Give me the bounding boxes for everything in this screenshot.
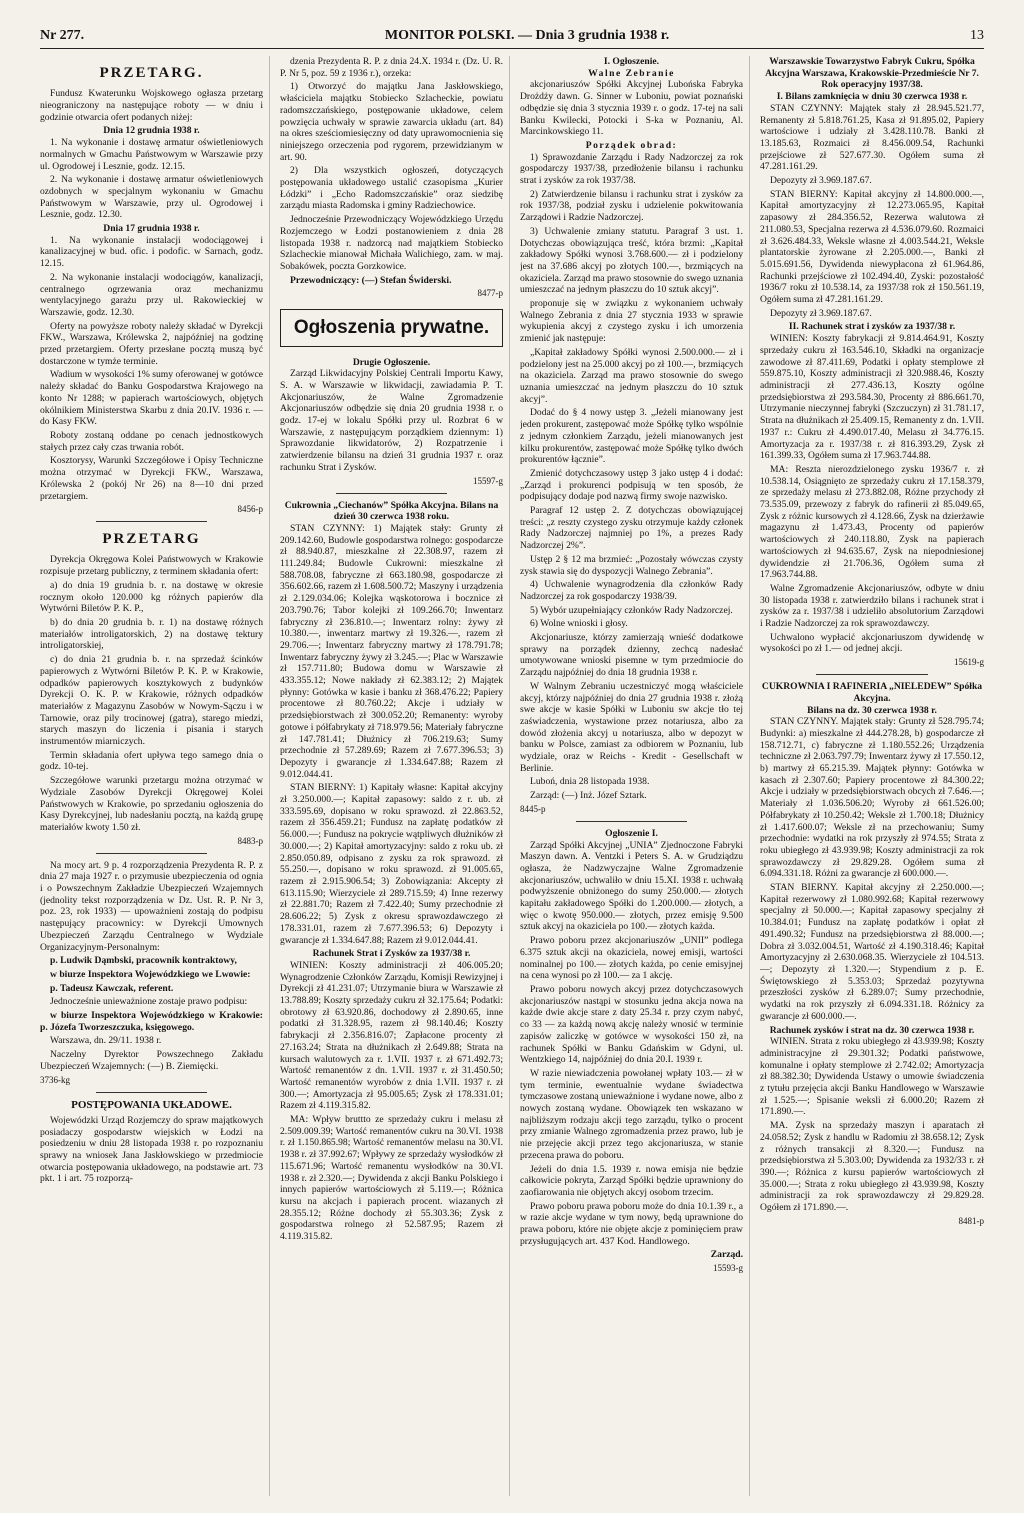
- paragraph: 2. Na wykonanie i dostawę armatur oświetleniowych ozdobnych w specjalnym wykonaniu w Gmachu Państwowym w Warszawie, przy ul. Ogrodowej i Lesznie, godz. 12.30.: [40, 174, 263, 221]
- paragraph: Wojewódzki Urząd Rozjemczy do spraw majątkowych posiadaczy gospodarstw wiejskich w Łodzi na posiedzeniu w dniu 28 listopada 1938 r. po rozpoznaniu sprawy na wniosek Jana Jaskłowskiego w przedmiocie otwarcia postępowania układowego, na podstawie art. 73 pkt. 1 i art. 75 rozporzą-: [40, 1114, 263, 1185]
- reference-number: 3736-kg: [40, 1074, 70, 1085]
- paragraph: W razie niewiadczenia powołanej wpłaty 103.— zł w tym terminie, ewentualnie wydane świadectwa tymczasowe zostaną unieważnione i wydane nowe, albo z nowych zostaną wydane. Obowiązek ten wskazano w najbliższym rodzaju akcji tego zarządu, tylko o procent przy zmianie Walnego zgromadzenia przez prawo, lub je nie przejęcie akcji przez tego akcjonariusza, w stanie przecena prawa do poboru.: [520, 1067, 743, 1161]
- notice-heading: Rachunek zysków i strat na dz. 30 czerwca 1938 r.: [769, 1024, 975, 1036]
- paragraph: MA: Reszta nierozdzielonego zysku 1936/7 r. zł 10.538.14, Osiągnięto ze sprzedaży cukru zł 17.158.379, ze sprzedaży melasu zł 273.882.08, Różne przychody zł 73.535.09, przewozy z fabryk do rafinerii zł 85.049.65, Zysk z różnic kursowych zł 4.128.66, Zysk na dzierżawie magazynu zł 1.473.43, Procenty od papierów wartościowych zł 240.118.80, Zysk na papierach wartościowych zł 94.635.67, Zysk na niepodniesionej dywidendzie zł 21.706.36, Ogółem suma zł 17.963.744.88.: [760, 463, 984, 581]
- reference-number: 8481-p: [958, 1215, 984, 1226]
- notice-heading: I. Ogłoszenie.: [603, 56, 660, 67]
- paragraph: Termin składania ofert upływa tego samego dnia o godz. 10-tej.: [40, 749, 263, 773]
- paragraph: Uchwalono wypłacić akcjonariuszom dywidendę w wysokości po zł 1.— od jednej akcji.: [760, 631, 984, 655]
- paragraph: dzenia Prezydenta R. P. z dnia 24.X. 1934 r. (Dz. U. R. P. Nr 5, poz. 59 z 1936 r.), orzeka:: [280, 56, 503, 79]
- paragraph: 5) Wybór uzupełniający członków Rady Nadzorczej.: [530, 604, 733, 616]
- reference-number: 8483-p: [237, 835, 263, 846]
- paragraph: w biurze Inspektora Wojewódzkiego w Krakowie: p. Józefa Tworzeszczuka, księgowego.: [40, 1010, 263, 1033]
- paragraph: 2) Dla wszystkich ogłoszeń, dotyczących postępowania układowego ustalić czasopisma „Kurier Łódzki” i „Echo Radomszczańskie” oraz siedzibę zarządu miasta Radomska i gminy Radziechowice.: [280, 165, 503, 212]
- signature: Naczelny Dyrektor Powszechnego Zakładu Ubezpieczeń Wzajemnych: (—) B. Ziemięcki.: [40, 1049, 263, 1072]
- header-rule: [40, 48, 984, 49]
- paragraph: Luboń, dnia 28 listopada 1938.: [530, 776, 650, 788]
- notice-heading: Bilans na dz. 30 czerwca 1938 r.: [807, 704, 937, 716]
- paragraph: 2) Zatwierdzenie bilansu i rachunku strat i zysków za rok 1937/38, podział zysku i udzielenie pokwitowania Zarządowi i Radzie Nadzorczej.: [520, 188, 743, 224]
- paragraph: STAN CZYNNY. Majątek stały: Grunty zł 528.795.74; Budynki: a) mieszkalne zł 444.278.28, b) gospodarcze zł 158.712.71, c) fabryczne zł 1.180.552.26; Urządzenia techniczne zł 2.063.797.79; Inwentarz żywy zł 17.550.12, b) martwy zł 65.215.39. Majątek płynny: Gotówka w kasach zł 2.307.60; Papiery procentowe zł 84.300.22; Akcje i udziały w przedsiębiorstwach obcych zł 7.646.—; Materiały zł 1.036.506.20; Wyroby zł 661.526.00; Półfabrykaty zł 10.250.42; Weksle zł 1.700.18; Dłużnicy zł 1.417.600.07; Weksle zł na przechowaniu; Sumy przechodnie: wydatki na rok przyszły zł 974.55; Strata z roku ubiegłego zł 43.939.98; Koszty administracji za rok sprawozdawczy zł 29.829.28. Ogółem suma zł 6.094.331.18. Różni za gwarancje zł 600.000.—.: [760, 716, 984, 880]
- paragraph: W Walnym Zebraniu uczestniczyć mogą właściciele akcyj, którzy najpóźniej do dnia 27 grudnia 1938 r. złożą swe akcje w kasie Spółki w Luboniu sw akcje tło tej zaświadczenia, wystawione przez notariusza, albo za dowód złożenia akcyj u notariusza, albo w depozyt w banku w Polsce, zamiast za odbiorem w Poznaniu, lub wydziale, oraz w Reichs - Kredit - Gesellschaft w Berlinie.: [520, 680, 743, 774]
- paragraph: STAN BIERNY: 1) Kapitały własne: Kapitał akcyjny zł 3.250.000.—; Kapitał zapasowy: saldo z r. ub. zł 333.595.69, dopisano w roku sprawozd. zł 22.863.52, razem zł 356.459.21; Fundusz na zapłatę podatków zł 56.000.—; Fundusz na pokrycie wątpliwych dłużników zł 30.000.—; 2) Kapitał amortyzacyjny: saldo z roku ub. zł 2.850.050.89, odpisano z zysku za rok sprawozd. zł 55.250.—, dopisano w roku sprawozd. zł 91.005.65, razem zł 2.915.906.54; 3) Zobowiązania: Akcepty zł 613.115.90; Wierzyciele zł 289.715.59; 4) Inne rezerwy zł 22.881.70; Razem zł 7.422.40; Sumy przechodnie zł 28.606.22; 5) Zysk z okresu sprawozdawczego zł 178.331.01, razem zł 7.677.396.53; 6) Depozyty i gwarancje zł 1.334.647.88; Razem zł 9.012.044.41.: [280, 782, 503, 946]
- notice-heading: Ogłoszenie I.: [605, 827, 658, 839]
- paragraph: 1) Otworzyć do majątku Jana Jaskłowskiego, właściciela majątku Stobiecko Szlacheckie, powiatu radomszczańskiego, postępowanie układowe, celem powzięcia uchwały w sprawie zawarcia układu (art. 84) na okres sześciomiesięczny od daty uprawomocnienia się niniejszego orzeczenia pod rygorem, przewidzianym w art. 90.: [280, 81, 503, 163]
- paragraph: 6) Wolne wnioski i głosy.: [530, 618, 628, 630]
- date-heading: Dnia 12 grudnia 1938 r.: [103, 125, 200, 137]
- paragraph: Jeżeli do dnia 1.5. 1939 r. nowa emisja nie będzie całkowicie pokryta, Zarząd Spółki będzie uprawniony do zaofiarowania nie objętych akcyj osobom trzecim.: [520, 1163, 743, 1198]
- issue-number: Nr 277.: [40, 28, 85, 43]
- notice-heading: Warszawskie Towarzystwo Fabryk Cukru, Spółka Akcyjna Warszawa, Krakowskie-Przedmieście Nr 7. Rok operacyjny 1937/38.: [765, 56, 979, 91]
- reference-number: 15619-g: [954, 657, 984, 668]
- column-1: [40, 56, 270, 1496]
- paragraph: a) do dnia 19 grudnia b. r. na dostawę w okresie rocznym około 120.000 kg różnych papierów dla Wytwórni Biletów P. K. P.,: [40, 579, 263, 615]
- paragraph: Dyrekcja Okręgowa Kolei Państwowych w Krakowie rozpisuje przetarg publiczny, z terminem składania ofert:: [40, 554, 263, 578]
- paragraph: Wadium w wysokości 1% sumy oferowanej w gotówce należy składać do Banku Gospodarstwa Krajowego na konto Nr 1288; w papierach wartościowych, objętych okólnikiem Ministerstwa Skarbu z dnia 20.IV. 1936 r. — do Kasy FKW.: [40, 369, 263, 428]
- paragraph: proponuje się w związku z wykonaniem uchwały Walnego Zebrania z dnia 27 stycznia 1933 w sprawie wykupienia akcyj z czystego zysku i ich umorzenia zmienić jak następuje:: [520, 298, 743, 345]
- paragraph: Walne Zgromadzenie Akcjonariuszów, odbyte w dniu 30 listopada 1938 r. zatwierdziło bilans i rachunek strat i zysków za r. 1937/38 i udzieliło absolutorium Zarządowi i Radzie Nadzorczej za rok sprawozdawczy.: [760, 582, 984, 630]
- paragraph: MA: Wpływ bruttto ze sprzedaży cukru i melasu zł 2.509.009.39; Wartość remanentów cukru na 30.VI. 1938 r. zł 1.150.865.98; Wartość remanentów melasu na 30.VI. 1938 r. zł 37.992.67; Wpływy ze sprzedaży wysłodków zł 115.671.96; Wartość remanentu wysłodków na 30.VI. 1938 r. zł 2.320.—; Dywidenda z akcji Banku Polskiego i innych papierów wartościowych zł 5.119.—; Różnica kursu na akcjach i papierach procent. wiazanych zł 28.355.12; Różne dochody zł 55.303.36; Zysk z gospodarstwa rolnego zł 52.587.95; Razem zł 4.119.315.82.: [280, 1114, 503, 1243]
- date-heading: Dnia 17 grudnia 1938 r.: [103, 223, 200, 235]
- paragraph: p. Ludwik Dąmbski, pracownik kontraktowy,: [50, 955, 237, 967]
- paragraph: Prawo poboru prawa poboru może do dnia 10.1.39 r., a w razie akcje wydane w tym nowy, będą uprawnione do prawa poboru, które nie objęte akcje z pominięciem praw przysługujących art. 437 Kod. Handlowego.: [520, 1200, 743, 1247]
- paragraph: STAN CZYNNY: Majątek stały zł 28.945.521.77, Remanenty zł 5.818.761.25, Kasa zł 91.895.02, Papiery wartościowe i udziały zł 3.428.110.78. Banki zł 13.185.63, Rozmaici zł 8.456.009.54, Rachunki przejściowe zł 527.677.30. Ogółem suma zł 47.281.161.29.: [760, 102, 984, 173]
- paragraph: WINIEN: Koszty fabrykacji zł 9.814.464.91, Koszty sprzedaży cukru zł 163.546.10, Składki na organizacje zawodowe zł 87.411.69, Podatki i opłaty stemplowe zł 559.875.10, Koszty administracji zł 320.988.46, Koszty administracji zł 277.436.13, Koszty ogólne przedsiębiorstwa zł 293.584.30, Procenty zł 886.661.70, Utrzymanie nieczynnej fabryki (Szczuczyn) zł 31.781.17, Strata na dłużnikach zł 25.409.15, Remanenty z dn. 1.VII. 1937 r.: Cukru zł 4.490.017.40, Melasu zł 34.776.15. Amortyzacja za r. 1937/38 r. zł 816.393.29, Zysk zł 161.399.33, Ogółem suma zł 17.963.744.88.: [760, 333, 984, 462]
- private-ads-banner: Ogłoszenia prywatne.: [280, 309, 503, 346]
- paragraph: Zarząd Likwidacyjny Polskiej Centrali Importu Kawy, S. A. w Warszawie w likwidacji, zawiadamia P. T. Akcjonariuszów, że Walne Zgromadzenie Akcjonariuszów odbędzie się dnia 20 grudnia 1938 r. o godz. 17-ej w lokalu Spółki przy ul. Rozbrat 6 w Warszawie, z następującym porządkiem dziennym: 1) Sprawozdanie likwidatorów, 2) Rozpatrzenie i zatwierdzenie bilansu na dzień 31 grudnia 1937 r. oraz rachunku Strat i Zysków.: [280, 368, 503, 473]
- paragraph: Prawo poboru nowych akcyj przez dotychczasowych akcjonariuszów nastąpi w stosunku jedna akcja nowa na każde dwie akcje stare z daty 25.34 r. przy czym nabyć, co 33 — za każdą nową akcję należy wnosić w terminie zapisów zaliczkę w gotówce w wysokości 150 zł, na rachunek Spółki w Banku Gdańskim w Gdyni, ul. Wentzkiego 14, najpóźniej do dnia 20.I. 1939 r.: [520, 984, 743, 1066]
- paragraph: c) do dnia 21 grudnia b. r. na sprzedaż ścinków papierowych z Wytwórni Biletów P. K. P. w Krakowie, odpadków papierowych kosztykowych z budynków Dyrekcji O. K. P. w Krakowie, różnych odpadków materiałów z Magazynu Zasobów w Nowym-Sączu i w Tarnowie, oraz pily trocinowej (gatra), starego miedzi, starych maszyn do liczenia i pisania i starych instrumentów miarniczych.: [40, 654, 263, 748]
- paragraph: Szczegółowe warunki przetargu można otrzymać w Wydziale Zasobów Dyrekcji Okręgowej Kolei Państwowych w Krakowie, po sprzedaniu ogłoszenia do Kasy Dyrekcyjnej, lub nadesłaniu pocztą, na każdą grupę materiałów kwoty 1.50 zł.: [40, 775, 263, 833]
- paragraph: akcjonariuszów Spółki Akcyjnej Lubońska Fabryka Drożdży dawn. G. Sinner w Luboniu, powiat poznański odbędzie się dnia 3 stycznia 1939 r. o godz. 17-tej na sali Banku Kwilecki, Potocki i S-ka w Poznaniu, Al. Marcinkowskiego 11.: [520, 79, 743, 138]
- paragraph: 4) Uchwalenie wynagrodzenia dla członków Rady Nadzorczej za rok gospodarczy 1938/39.: [520, 579, 743, 602]
- separator: [96, 521, 208, 522]
- notice-heading: Drugie Ogłoszenie.: [352, 356, 431, 368]
- paragraph: 1. Na wykonanie instalacji wodociągowej i kanalizacyjnej w bud. ofic. i podofic. w Sarnach, godz. 12.15.: [40, 234, 263, 270]
- reference-number: 8445-p: [520, 803, 546, 814]
- paragraph: Zmienić dotychczasowy ustęp 3 jako ustęp 4 i dodać: „Zarząd i prokurenci podpisują w ten sposób, że podpisujący dodaje pod nazwą firmy swoje nazwisko.: [520, 467, 743, 503]
- notice-heading: Walne Zebranie: [588, 67, 675, 79]
- page-number: 13: [970, 28, 984, 43]
- paragraph: 3) Uchwalenie zmiany statutu. Paragraf 3 ust. 1. Dotychczas obowiązująca treść, która brzmi: „Kapitał zakładowy Spółki wynosi 3.768.600.— zł i podzielony jest na 37.686 akcyj po złotych 100.—, brzmiących na okaziciela. Zarząd ma prawo stosownie do swego uznania umieszczać na jednym płaszczu do 10 sztuk akcyj”.: [520, 225, 743, 296]
- paragraph: 1) Sprawozdanie Zarządu i Rady Nadzorczej za rok gospodarczy 1937/38, przedłożenie bilansu i rachunku strat i zysków za rok 1937/38.: [520, 151, 743, 187]
- paragraph: STAN CZYNNY: 1) Majątek stały: Grunty zł 209.142.60, Budowle gospodarstwa rolnego: gospodarcze zł 88.940.87, mieszkalne zł 22.308.97, razem zł 111.249.84; Budowle Cukrowni: mieszkalne zł 588.708.08, fabryczne zł 663.180.98, gospodarcze zł 356.602.66, razem zł 1.608.500.72; Maszyny i urządzenia zł 2.129.034.06; Kolejka wąskotorowa i bocznice zł 203.790.76; Tabor kolejki zł 109.266.70; Inwentarz fabryczny zł 236.810.—; Inwentarz rolny: żywy zł 10.380.—, inwentarz martwy zł 19.326.—, razem zł 29.706.—; Inwentarz fabryczny martwy zł 178.791.78; Inwentarz fabryczny żywy zł 3.245.—; Plac w Warszawie zł 157.711.80; Budowa domu w Warszawie zł 433.355.12; Nowe nakłady zł 62.383.12; 2) Majątek płynny: Gotówka w kasie i banku zł 368.476.22; Papiery procentowe zł 80.760.22; Akcje i udziały w przedsiębiorstwach zł 300.052.20; Remanenty: wyroby gotowe i półfabrykaty zł 718.979.56; Materiały fabryczne zł 147.781.41; Dłużnicy zł 706.219.63; Sumy przechodnie zł 57.289.69; Razem zł 7.677.396.53; 3) Depozyty i gwarancje zł 1.334.647.88; Razem zł 9.012.044.41.: [280, 522, 503, 780]
- paragraph: Roboty zostaną oddane po cenach jednostkowych stałych przez cały czas trwania robót.: [40, 429, 263, 453]
- paragraph: MA. Zysk na sprzedaży maszyn i aparatach zł 24.058.52; Zysk z handlu w Radomiu zł 38.658.12; Zysk z różnych transakcji zł 8.320.—; Fundusz na przedsiębiorstwa zł 5.303.00; Dywidenda za 1932/33 r. zł 390.—; Różnica z kursu papierów wartościowych zł 35.000.—; Strata z roku ubiegłego zł 43.939.98, Koszty administracji za rok sprawozdawczy zł 29.829.28. Ogółem zł 171.890.—.: [760, 1120, 984, 1214]
- paragraph: STAN BIERNY: Kapitał akcyjny zł 14.800.000.—, Kapitał amortyzacyjny zł 12.273.065.95, Kapitał zapasowy zł 284.356.52, Rezerwa walutowa zł 211.080.53, Specjalna rezerwa zł 4.536.079.60. Rozmaici zł 3.626.484.33, Weksle własne zł 4.003.544.21, Weksle plantatorskie żyrowane zł 2.205.000.—, Banki zł 5.015.691.56, Dywidenda niewypłacona zł 61.964.86, Rachunki przejściowe zł 102.494.40, Zyski: pozostałość 1936/7 roku zł 10.538.14, za 1937/38 rok zł 150.561.19, Ogółem suma zł 47.281.161.29.: [760, 188, 984, 306]
- columns: [40, 56, 990, 1496]
- paragraph: Dodać do § 4 nowy ustęp 3. „Jeżeli mianowany jest jeden prokurent, zastępować może Spółkę tylko wspólnie z jednym członkiem Zarządu, jeżeli mianowanych jest kilku prokurentów, zastępować może Spółkę tylko dwóch prokurentów łącznie”.: [520, 407, 743, 466]
- column-4: [760, 56, 990, 1496]
- paragraph: w biurze Inspektora Wojewódzkiego we Lwowie:: [50, 968, 251, 980]
- paragraph: WINIEN: Koszty administracji zł 406.005.20; Wynagrodzenie Członków Zarządu, Komisji Rewizyjnej i Dyrekcji zł 41.231.07; Utrzymanie biura w Warszawie zł 13.788.89; Koszty sprzedaży cukru zł 32.175.64; Podatki: obrotowy zł 63.920.86, dochodowy zł 2.890.65, inne podatki zł 31.328.95, razem zł 98.140.46; Koszty fabrykacji zł 2.356.816.07; Zapłacone procenty zł 27.163.24; Strata na dłużnikach zł 2.649.88; Strata na kursach walutowych za r. 1.VII. 1937 r. zł 671.492.73; Wartość remanentów z dn. 1.VII. 1937 r. zł 31.450.50; Wartość remanentów wyrobów z dnia 1.VII. 1937 r. zł 300.—; Amortyzacja zł 95.005.65; Zysk zł 178.331.01; Razem zł 4.119.315.82.: [280, 959, 503, 1112]
- paragraph: Kosztorysy, Warunki Szczegółowe i Opisy Techniczne można otrzymać w Dyrekcji FKW., Warszawa, Królewska 2 (pokój Nr 26) na 8—10 dni przed przetargiem.: [40, 455, 263, 502]
- section-heading: POSTĘPOWANIA UKŁADOWE.: [71, 1098, 232, 1111]
- paragraph: Oferty na powyższe roboty należy składać w Dyrekcji FKW., Warszawa, Królewska 2, najpóźniej na godzinę przed przetargiem. Oferty przesłane pocztą muszą być dostarczone w tymże terminie.: [40, 320, 263, 367]
- paragraph: Warszawa, dn. 29/11. 1938 r.: [50, 1035, 162, 1047]
- paragraph: 2. Na wykonanie instalacji wodociągów, kanalizacji, centralnego ogrzewania oraz mechanizmu wentylacyjnego garażu przy ul. Rakowieckiej w Warszawie, godz. 12.30.: [40, 271, 263, 318]
- paragraph: p. Tadeusz Kawczak, referent.: [50, 982, 174, 994]
- paragraph: Fundusz Kwaterunku Wojskowego ogłasza przetarg nieograniczony na następujące roboty — w dniu i godzinie otwarcia ofert podanych niżej:: [40, 88, 263, 123]
- paragraph: 1. Na wykonanie i dostawę armatur oświetleniowych normalnych w Gmachu Państwowym w Warszawie przy ul. Ogrodowej i Lesznie, godz. 12.15.: [40, 137, 263, 172]
- separator: [96, 853, 208, 854]
- paragraph: b) do dnia 20 grudnia b. r. 1) na dostawę różnych materiałów introligatorskich, 2) na dostawę tektury introligatorskiej,: [40, 616, 263, 652]
- paragraph: WINIEN. Strata z roku ubiegłego zł 43.939.98; Koszty administracyjne zł 29.301.32; Podatki państwowe, komunalne i opłaty stemplowe zł 2.742.02; Amortyzacja zł 88.382.30; Dywidenda Ustawy o umowie świadczenia z tytułu przejęcia akcji Banku Handlowego w Warszawie zł 1.525.—; Spisanie weksli zł 6.000.20; Razem zł 171.890.—.: [760, 1036, 984, 1118]
- paragraph: Jednocześnie unieważnione zostaje prawo podpisu:: [50, 996, 248, 1008]
- separator: [96, 1092, 208, 1093]
- tender-heading: PRZETARG: [102, 531, 201, 548]
- paragraph: „Kapitał zakładowy Spółki wynosi 2.500.000.— zł i podzielony jest na 25.000 akcyj po zł 100.—, brzmiących na okaziciela. Zarząd ma prawo stosownie do swego uznania umieszczać na jednym płaszczu do 10 sztuk akcyj”.: [520, 346, 743, 405]
- paragraph: Ustęp 2 § 12 ma brzmieć: „Pozostały wówczas czysty zysk stawia się do dyspozycji Walnego Zebrania”.: [520, 553, 743, 577]
- signature: Zarząd.: [710, 1249, 743, 1261]
- paragraph: Na mocy art. 9 p. 4 rozporządzenia Prezydenta R. P. z dnia 27 maja 1927 r. o przymusie ubezpieczenia od ognia i o Powszechnym Zakładzie Ubezpieczeń Wzajemnych (jednolity tekst rozporządzenia w Dz. Ust. R. P. Nr 3, poz. 23, rok 1933) — upoważnieni zostają do podpisu następujący pracownicy: w Dyrekcji Umownych Ubezpieczeń Zarządu Centralnego w Wydziale Organizacyjnym-Personalnym:: [40, 859, 263, 953]
- paragraph: Akcjonariusze, którzy zamierzają wnieść dodatkowe sprawy na porządek dzienny, zechcą nadesłać umotywowane wnioski pisemne w tym przedmiocie do Zarządu najpóźniej do dnia 18 grudnia 1938 r.: [520, 632, 743, 679]
- reference-number: 8456-p: [237, 504, 263, 515]
- separator: [576, 821, 688, 822]
- reference-number: 15593-g: [713, 1263, 743, 1274]
- reference-number: 15597-g: [473, 475, 503, 486]
- reference-number: 8477-p: [477, 288, 503, 299]
- separator: [816, 674, 928, 675]
- notice-heading: II. Rachunek strat i zysków za 1937/38 r.: [788, 321, 956, 333]
- paragraph: Depozyty zł 3.969.187.67.: [770, 307, 872, 319]
- signature: Zarząd: (—) Inż. Józef Sztark.: [530, 790, 647, 802]
- notice-heading: I. Bilans zamknięcia w dniu 30 czerwca 1938 r.: [776, 91, 968, 103]
- notice-heading: Rachunek Strat i Zysków za 1937/38 r.: [312, 948, 471, 960]
- page-header: [40, 22, 984, 44]
- notice-heading: CUKROWNIA I RAFINERIA „NIELEDEW” Spółka Akcyjna.: [761, 681, 983, 704]
- notice-heading: Cukrownia „Ciechanów” Spółka Akcyjna. Bilans na dzień 30 czerwca 1938 roku.: [284, 499, 499, 523]
- paragraph: Jednocześnie Przewodniczący Wojewódzkiego Urzędu Rozjemczego w Łodzi postanowieniem z dnia 28 listopada 1938 r. nadzorcą nad majątkiem Stobiecko Szlacheckie mianował Michała Walichiego, zam. w maj. Sobakówek, poczta Gorzkowice.: [280, 214, 503, 272]
- paragraph: Prawo poboru przez akcjonariuszów „UNII” podlega 6.375 sztuk akcji na okaziciela, nowej emisji, wartości nominalnej po 100.— złotych każda, po cenie emisyjnej na cena wynosi po zł 100.— za 1 akcję.: [520, 935, 743, 982]
- separator: [336, 493, 448, 494]
- paragraph: Depozyty zł 3.969.187.67.: [770, 175, 872, 187]
- paragraph: Zarząd Spółki Akcyjnej „UNIA” Zjednoczone Fabryki Maszyn dawn. A. Ventzki i Peters S. A. w Grudziądzu ogłasza, że Nadzwyczajne Walne Zgromadzenie akcjonariuszów, uchwaliło w dniu 15.XI. 1938 r. uchwałą podwyższenie obniżonego do sumy 250.000.— złotych kapitału zakładowego Spółki do 1.200.000.— złotych, a więc o kwotę 950.000.— złotych, przez emisję 9.500 sztuk akcyj na okaziciela po 100.— złotych każda.: [520, 839, 743, 933]
- column-2: [280, 56, 510, 1496]
- paragraph: Paragraf 12 ustęp 2. Z dotychczas obowiązującej treści: „z reszty czystego zysku otrzymuje każdy członek Rady Nadzorczej najmniej po 1%, a prezes Rady Nadzorczej 2%”.: [520, 505, 743, 552]
- agenda-heading: Porządek obrad:: [585, 139, 678, 151]
- running-title: MONITOR POLSKI. — Dnia 3 grudnia 1938 r.: [384, 28, 670, 43]
- paragraph: STAN BIERNY. Kapitał akcyjny zł 2.250.000.—; Kapitał rezerwowy zł 1.080.992.68; Kapitał rezerwowy specjalny zł 50.000.—; Kapitał zapasowy specjalny zł 10.384.01; Fundusz na zapłatę podatków i opłat zł 491.490.32; Fundusz na przedsiębiorstwa zł 88.000.—; Dobra zł 3.032.004.51, Wartość zł 4.190.318.46; Kapitał Amortyzacyjny zł 2.630.068.35. Wierzyciele zł 104.513.—; Depozyty zł 1.320.—; Stypendium z p. E. Świętowskiego zł 5.353.03; Sprzedaż pozytywna przeszłości zysków zł 6.289.07; Sumy przechodnie, wydatki na rok przyszły zł 6.094.331.18. Różnicy za gwarancje zł 600.000.—.: [760, 882, 984, 1022]
- signature: Przewodniczący: (—) Stefan Świderski.: [290, 274, 452, 286]
- column-3: [520, 56, 750, 1496]
- tender-heading: PRZETARG.: [99, 65, 204, 81]
